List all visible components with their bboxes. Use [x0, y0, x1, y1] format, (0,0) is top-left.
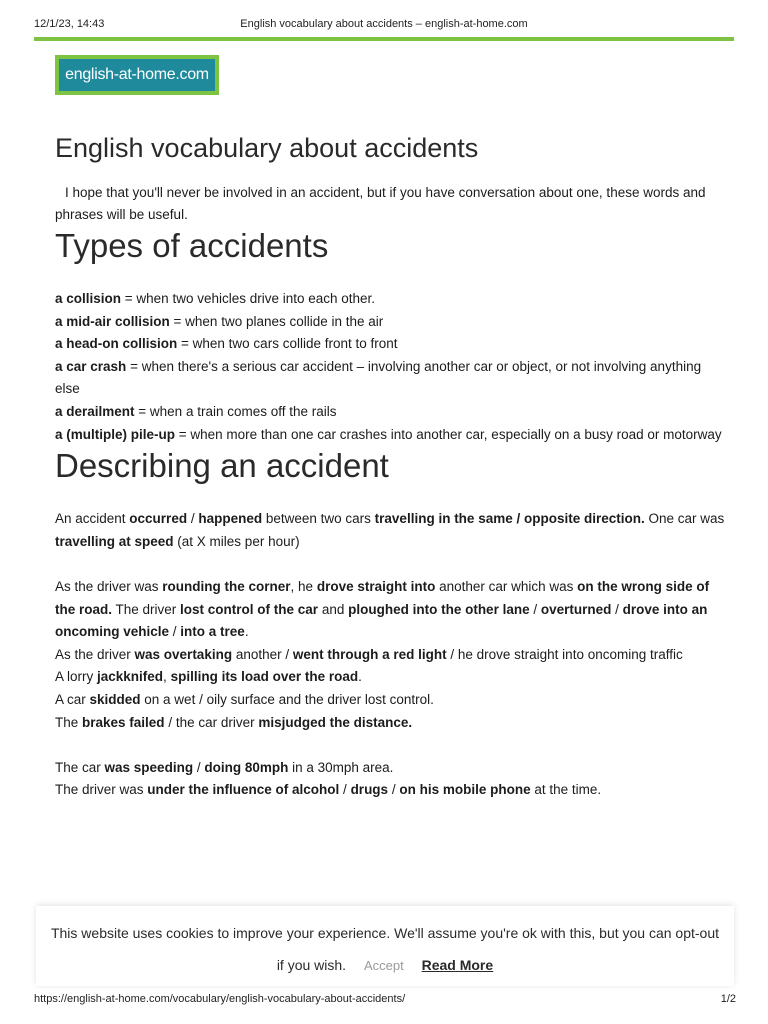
list-item: [55, 288, 725, 311]
list-item: [55, 401, 725, 424]
describing-heading: Describing an accident: [55, 447, 389, 485]
paragraph-lorry: A lorry jackknifed, spilling its load over the road.: [55, 669, 362, 685]
paragraph-brakes: The brakes failed / the car driver misjudged the distance.: [55, 714, 413, 730]
cookie-banner: [36, 906, 734, 986]
vocab-term: a car crash: [55, 358, 127, 374]
article: [55, 128, 725, 802]
list-item: [55, 424, 725, 447]
vocab-definition: = when a train comes off the rails: [134, 403, 337, 419]
vocab-definition: = when two planes collide in the air: [169, 313, 384, 329]
print-datetime: 12/1/23, 14:43: [34, 18, 105, 30]
site-logo-text: english-at-home.com: [59, 59, 215, 91]
site-logo[interactable]: [55, 55, 219, 95]
vocab-term: a (multiple) pile-up: [55, 426, 175, 442]
vocab-term: a mid-air collision: [55, 313, 170, 329]
cookie-message: This website uses cookies to improve your experience. We'll assume you're ok with this, but you can opt-out: [50, 925, 720, 941]
paragraph-overtaking: As the driver was overtaking another / went through a red light / he drove straight into oncoming traffic: [55, 646, 683, 662]
header-divider: [34, 37, 734, 41]
article-title: English vocabulary about accidents: [55, 133, 479, 163]
paragraph-rounding-corner: As the driver was rounding the corner, he drove straight into another car which was on the wrong side of the road. The driver lost control of the car and ploughed into the other lane / overturned / drove into an oncoming vehicle / into a tree.: [55, 578, 710, 640]
print-url: https://english-at-home.com/vocabulary/english-vocabulary-about-accidents/: [34, 993, 406, 1005]
vocab-definition: = when more than one car crashes into another car, especially on a busy road or motorway: [175, 426, 722, 442]
vocab-term: a collision: [55, 291, 122, 306]
cookie-message-end: if you wish.: [276, 957, 347, 973]
vocab-term: a derailment: [55, 403, 135, 419]
accept-cookies-button[interactable]: Accept: [363, 958, 404, 973]
list-item: [55, 311, 725, 334]
paragraph-influence: The driver was under the influence of alcohol / drugs / on his mobile phone at the time.: [55, 782, 602, 798]
vocab-term: a head-on collision: [55, 336, 178, 352]
read-more-link[interactable]: Read More: [421, 957, 494, 973]
vocab-definition: = when two vehicles drive into each other.: [121, 291, 376, 306]
list-item: [55, 356, 725, 401]
print-page-title: English vocabulary about accidents – english-at-home.com: [240, 18, 528, 30]
page-number: 1/2: [720, 993, 736, 1005]
types-heading: Types of accidents: [55, 227, 329, 264]
paragraph-speeding: The car was speeding / doing 80mph in a 30mph area.: [55, 759, 394, 775]
paragraph-skidded: A car skidded on a wet / oily surface and the driver lost control.: [55, 691, 434, 707]
cookie-actions: [36, 953, 734, 978]
paragraph-occurred: An accident occurred / happened between two cars travelling in the same / opposite direction. One car was travelling at speed (at X miles per hour): [55, 511, 725, 549]
vocab-definition: = when there's a serious car accident – involving another car or object, or not involving anything else: [55, 358, 702, 397]
print-header: [0, 0, 768, 36]
article-intro: I hope that you'll never be involved in an accident, but if you have conversation about one, these words and phrases will be useful.: [55, 185, 706, 222]
vocab-definition: = when two cars collide front to front: [177, 336, 398, 352]
types-list: [55, 288, 725, 446]
list-item: [55, 333, 725, 356]
